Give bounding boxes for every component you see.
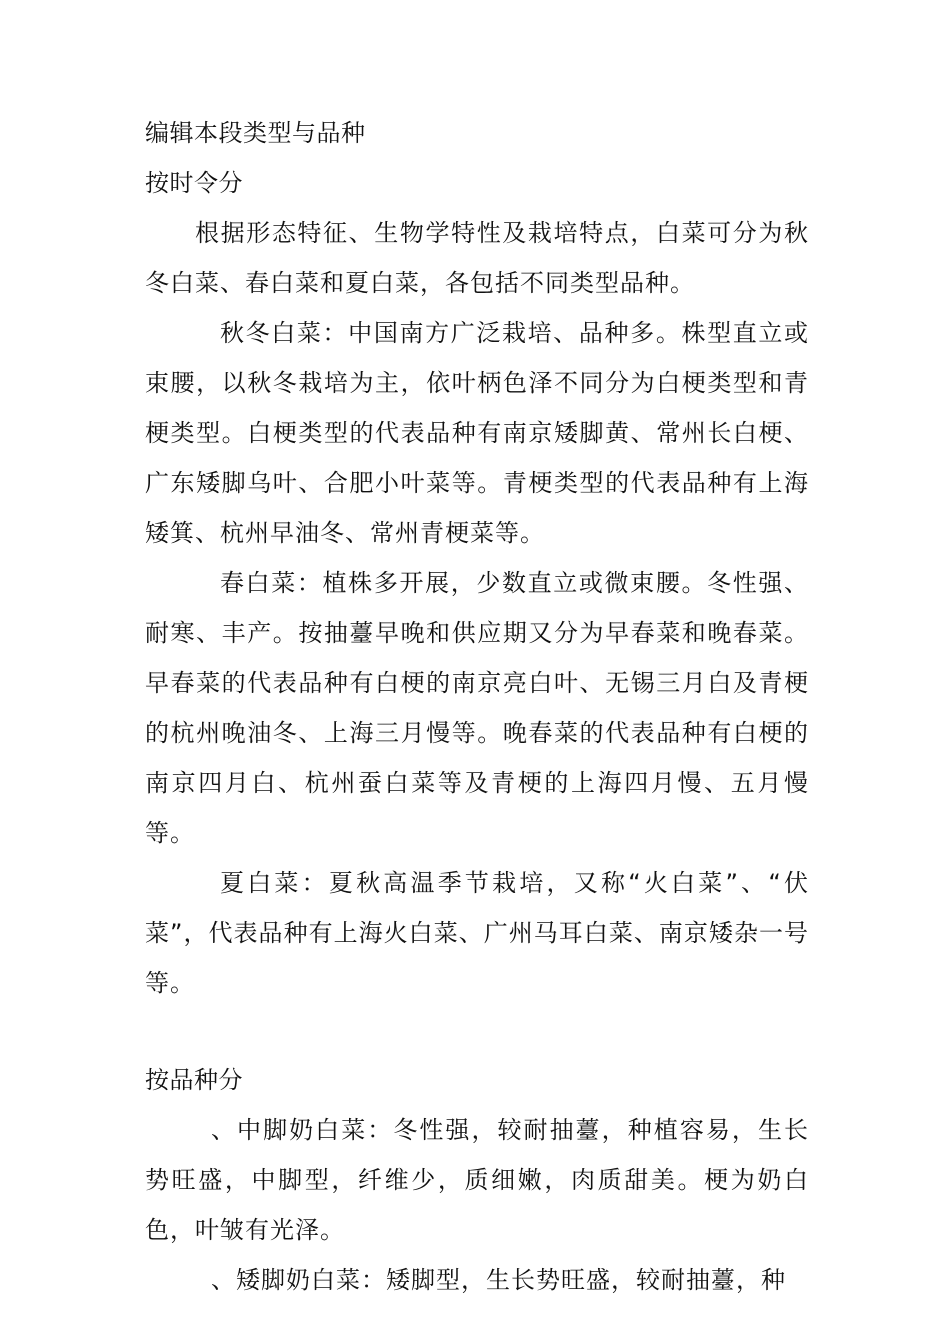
document-body (145, 108, 809, 1305)
spacer (145, 1008, 809, 1055)
subheading-by-season: 按时令分 (145, 169, 243, 197)
spring-paragraph: 春白菜：植株多开展，少数直立或微束腰。冬性强、耐寒、丰产。按抽薹早晚和供应期又分为早春菜和晚春菜。早春菜的代表品种有白梗的南京亮白叶、无锡三月白及青梗的杭州晚油冬、上海三月慢等。晚春菜的代表品种有白梗的南京四月白、杭州蚕白菜等及青梗的上海四月慢、五月慢等。 (145, 569, 809, 847)
section-title: 编辑本段类型与品种 (145, 119, 366, 147)
intro-paragraph: 根据形态特征、生物学特性及栽培特点，白菜可分为秋冬白菜、春白菜和夏白菜，各包括不同类型品种。 (145, 219, 809, 297)
variety-item-1: 、中脚奶白菜：冬性强，较耐抽薹，种植容易，生长势旺盛，中脚型，纤维少，质细嫩，肉质甜美。梗为奶白色，叶皱有光泽。 (145, 1116, 809, 1244)
variety-item-2: 、矮脚奶白菜：矮脚型，生长势旺盛，较耐抽薹，种 (211, 1266, 786, 1294)
subheading-by-variety: 按品种分 (145, 1066, 243, 1094)
summer-paragraph: 夏白菜：夏秋高温季节栽培，又称“火白菜”、“伏菜”，代表品种有上海火白菜、广州马耳白菜、南京矮杂一号等。 (145, 869, 809, 997)
autumn-winter-paragraph: 秋冬白菜：中国南方广泛栽培、品种多。株型直立或束腰，以秋冬栽培为主，依叶柄色泽不同分为白梗类型和青梗类型。白梗类型的代表品种有南京矮脚黄、常州长白梗、广东矮脚乌叶、合肥小叶菜等。青梗类型的代表品种有上海矮箕、杭州早油冬、常州青梗菜等。 (145, 319, 809, 547)
